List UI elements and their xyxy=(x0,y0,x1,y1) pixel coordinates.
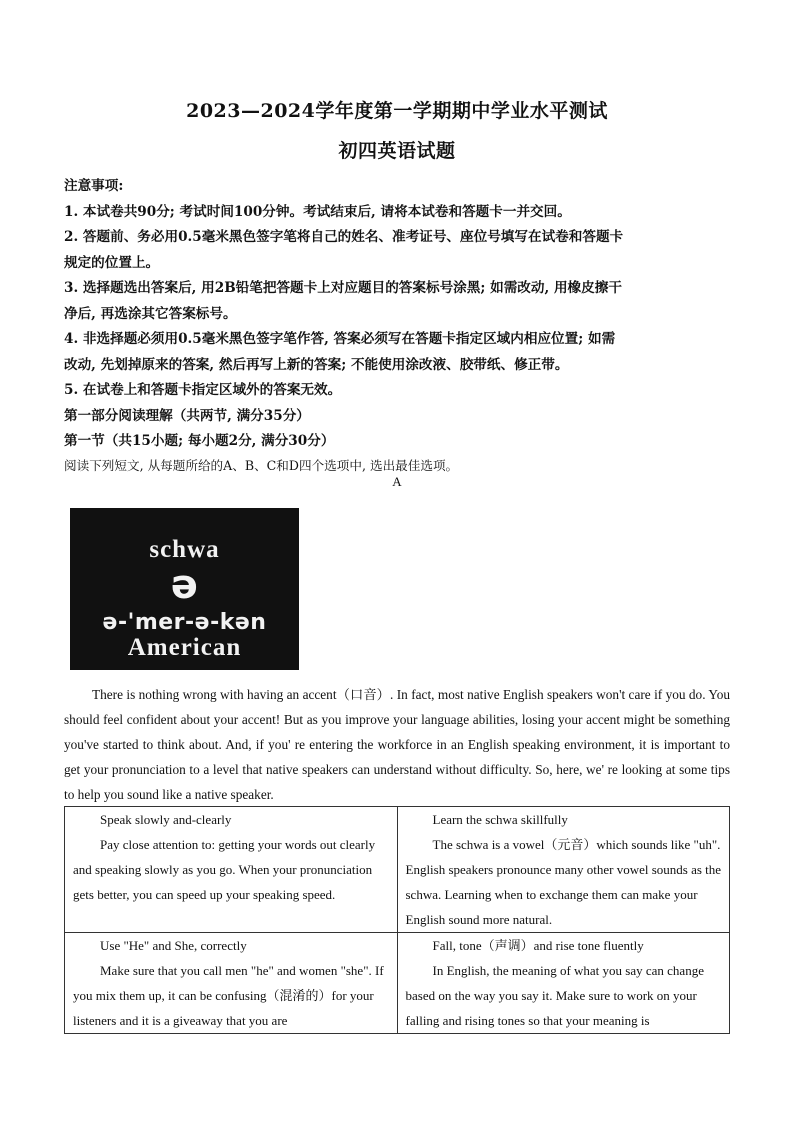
section-heading: 第一节（共15小题; 每小题2分, 满分30分） xyxy=(64,433,335,449)
note-line: 5. 在试卷上和答题卡指定区域外的答案无效。 xyxy=(64,382,342,398)
tip-body: Make sure that you call men "he" and women "she". If you mix them up, it can be confusing（混淆的）for your listeners and it is a giveaway that you are xyxy=(73,963,384,1028)
reading-passage xyxy=(64,682,730,807)
note-line: 改动, 先划掉原来的答案, 然后再写上新的答案; 不能使用涂改液、胶带纸、修正带。 xyxy=(64,356,569,373)
note-line: 2. 答题前、务必用0.5毫米黑色签字笔将自己的姓名、准考证号、座位号填写在试卷和答题卡 xyxy=(64,229,624,245)
tips-table xyxy=(64,806,730,1034)
tip-cell xyxy=(397,807,730,933)
table-row xyxy=(65,807,730,933)
note-line: 4. 非选择题必须用0.5毫米黑色签字笔作答, 答案必须写在答题卡指定区域内相应位置; 如需 xyxy=(64,331,616,347)
tip-cell xyxy=(65,807,398,933)
tip-title: Learn the schwa skillfully xyxy=(432,812,568,827)
note-line: 1. 本试卷共90分; 考试时间100分钟。考试结束后, 请将本试卷和答题卡一并交回。 xyxy=(64,203,571,220)
tip-body: Pay close attention to: getting your words out clearly and speaking slowly as you go. When your pronunciation gets better, you can speed up your speaking speed. xyxy=(73,837,376,902)
notes-section xyxy=(64,174,734,477)
notes-heading: 注意事项: xyxy=(64,178,124,194)
image-symbol: ə xyxy=(170,562,199,608)
part-heading: 第一部分阅读理解（共两节, 满分35分） xyxy=(64,407,310,424)
table-row xyxy=(65,933,730,1034)
image-word: schwa xyxy=(149,536,220,563)
tip-title: Use "He" and She, correctly xyxy=(100,938,247,953)
note-line: 规定的位置上。 xyxy=(64,254,160,271)
note-line: 净后, 再选涂其它答案标号。 xyxy=(64,305,237,322)
exam-title: 2023—2024学年度第一学期期中学业水平测试 xyxy=(186,100,608,122)
image-pronunciation: ə-'mer-ə-kən xyxy=(102,610,267,635)
image-example: American xyxy=(127,634,242,661)
passage-letter: A xyxy=(392,474,402,489)
tip-cell xyxy=(397,933,730,1034)
exam-subtitle: 初四英语试题 xyxy=(338,140,456,162)
tip-body: The schwa is a vowel（元音）which sounds like "uh". English speakers pronounce many other vowel sounds as the schwa. Learning when to exchange them can make your English sound more natural. xyxy=(405,837,722,927)
schwa-image xyxy=(70,508,299,670)
tip-body: In English, the meaning of what you say can change based on the way you say it. Make sure to work on your falling and rising tones so that your meaning is xyxy=(405,963,704,1028)
note-line: 3. 选择题选出答案后, 用2B铅笔把答题卡上对应题目的答案标号涂黑; 如需改动, 用橡皮擦干 xyxy=(64,280,622,296)
passage-paragraph: There is nothing wrong with having an accent（口音）. In fact, most native English speakers won't care if you do. You should feel confident about your accent! But as you improve your language abilities, losing your accent might be something you've started to think about. And, if you' re entering the workforce in an English speaking environment, it is important to get your pronunciation to a level that native speakers can understand without difficulty. So, here, we' re looking at some tips to help you sound like a native speaker. xyxy=(64,687,730,802)
tip-title: Fall, tone（声调）and rise tone fluently xyxy=(432,938,644,953)
tip-cell xyxy=(65,933,398,1034)
instruction-text: 阅读下列短文, 从每题所给的A、B、C和D四个选项中, 选出最佳选项。 xyxy=(64,457,459,473)
tip-title: Speak slowly and-clearly xyxy=(100,812,232,827)
